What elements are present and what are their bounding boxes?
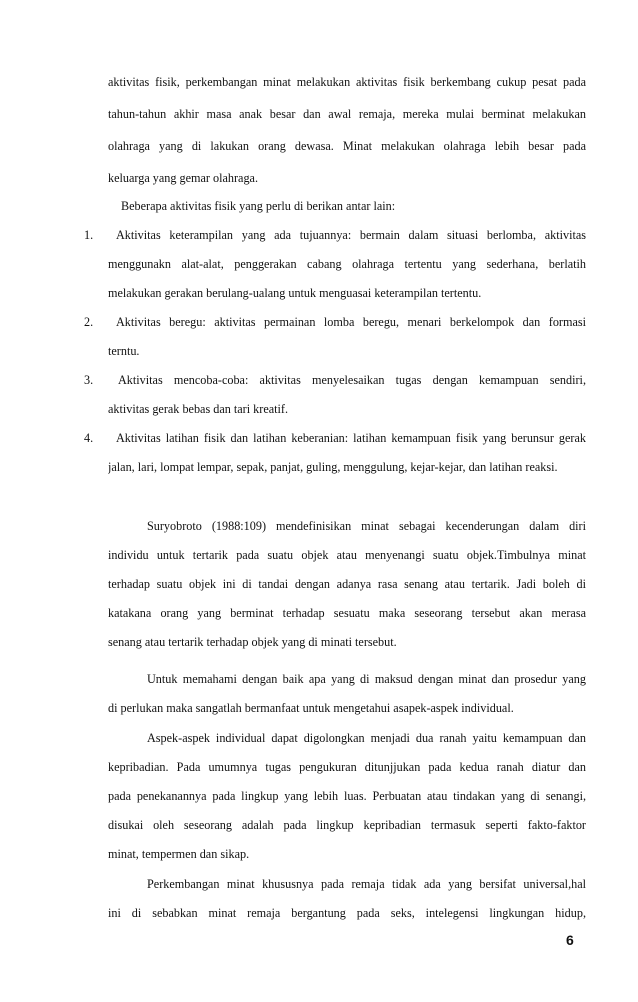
paragraph-line: Suryobroto (1988:109) mendefinisikan minat sebagai kecenderungan dalam diri bbox=[147, 519, 586, 533]
list-item-line: melakukan gerakan berulang-ualang untuk menguasai keterampilan tertentu. bbox=[108, 286, 482, 300]
list-item-line: Aktivitas beregu: aktivitas permainan lomba beregu, menari berkelompok dan formasi bbox=[116, 315, 586, 329]
paragraph-line: tahun-tahun akhir masa anak besar dan awal remaja, mereka mulai berminat melakukan bbox=[108, 107, 586, 121]
paragraph-line: aktivitas fisik, perkembangan minat melakukan aktivitas fisik berkembang cukup pesat pada bbox=[108, 75, 586, 89]
list-item-line: terntu. bbox=[108, 344, 140, 358]
paragraph-line: disukai oleh seseorang adalah pada lingkup kepribadian termasuk seperti fakto-faktor bbox=[108, 818, 586, 832]
list-number: 2. bbox=[84, 315, 94, 329]
paragraph-line: senang atau tertarik terhadap objek yang di minati tersebut. bbox=[108, 635, 397, 649]
paragraph-line: pada penekanannya pada lingkup yang lebih luas. Perbuatan atau tindakan yang di senangi, bbox=[108, 789, 586, 803]
list-number: 4. bbox=[84, 431, 94, 445]
list-item-line: jalan, lari, lompat lempar, sepak, panjat, guling, menggulung, kejar-kejar, dan latihan reaksi. bbox=[108, 460, 558, 474]
paragraph-line: kepribadian. Pada umumnya tugas pengukuran ditunjjukan pada kedua ranah diatur dan bbox=[108, 760, 586, 774]
paragraph-line: Untuk memahami dengan baik apa yang di maksud dengan minat dan prosedur yang bbox=[147, 672, 586, 686]
list-item-line: aktivitas gerak bebas dan tari kreatif. bbox=[108, 402, 289, 416]
paragraph-line: Aspek-aspek individual dapat digolongkan menjadi dua ranah yaitu kemampuan dan bbox=[147, 731, 586, 745]
paragraph-line: katakana orang yang berminat terhadap sesuatu maka seseorang tersebut akan merasa bbox=[108, 606, 586, 620]
paragraph-line: keluarga yang gemar olahraga. bbox=[108, 171, 259, 185]
page-number: 6 bbox=[566, 932, 574, 948]
paragraph-line: Perkembangan minat khususnya pada remaja tidak ada yang bersifat universal,hal bbox=[147, 877, 586, 891]
list-item-line: Aktivitas mencoba-coba: aktivitas menyelesaikan tugas dengan kemampuan sendiri, bbox=[118, 373, 586, 387]
paragraph-line: terhadap suatu objek ini di tandai dengan adanya rasa senang atau tertarik. Jadi boleh di bbox=[108, 577, 586, 591]
paragraph-line: ini di sebabkan minat remaja bergantung pada seks, intelegensi lingkungan hidup, bbox=[108, 906, 586, 920]
paragraph-line: olahraga yang di lakukan orang dewasa. Minat melakukan olahraga lebih besar pada bbox=[108, 139, 586, 153]
list-item-line: Aktivitas latihan fisik dan latihan keberanian: latihan kemampuan fisik yang berunsur gerak bbox=[116, 431, 586, 445]
paragraph-line: individu untuk tertarik pada suatu objek atau menyenangi suatu objek.Timbulnya minat bbox=[108, 548, 586, 562]
list-number: 3. bbox=[84, 373, 94, 387]
list-item-line: Aktivitas keterampilan yang ada tujuannya: bermain dalam situasi berlomba, aktivitas bbox=[116, 228, 586, 242]
list-number: 1. bbox=[84, 228, 94, 242]
paragraph-line: Beberapa aktivitas fisik yang perlu di berikan antar lain: bbox=[121, 199, 396, 213]
paragraph-line: minat, tempermen dan sikap. bbox=[108, 847, 250, 861]
paragraph-line: di perlukan maka sangatlah bermanfaat untuk mengetahui asapek-aspek individual. bbox=[108, 701, 514, 715]
list-item-line: menggunakn alat-alat, penggerakan cabang olahraga tertentu yang sederhana, berlatih bbox=[108, 257, 586, 271]
